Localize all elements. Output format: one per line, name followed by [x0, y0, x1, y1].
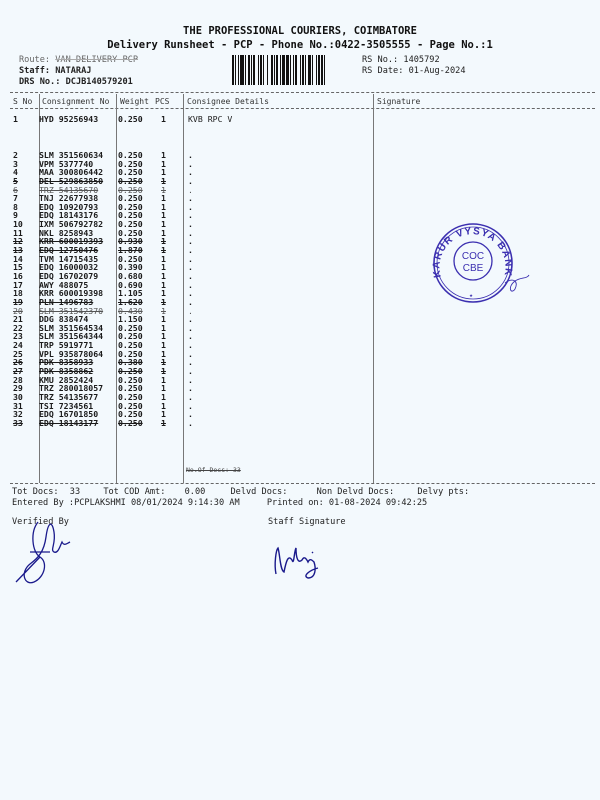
- row-pcs: 1: [161, 236, 166, 247]
- row-consignee-details: .: [188, 219, 193, 230]
- row-consignment-no: MAA 300806442: [39, 167, 104, 178]
- row-pcs: 1: [161, 383, 166, 394]
- row-weight: 0.250: [118, 227, 143, 238]
- rs-no-label: RS No.:: [362, 55, 399, 65]
- row-weight: 0.250: [118, 366, 143, 376]
- table-row: [0, 185, 600, 194]
- totals-line: [12, 487, 469, 497]
- row-weight: 0.250: [118, 340, 143, 351]
- staff-label: Staff:: [19, 66, 51, 76]
- non-delvd-docs-label: Non Delvd Docs:: [316, 487, 395, 497]
- row-pcs: 1: [161, 253, 166, 264]
- row-consignment-no: TRZ 54135670: [39, 184, 99, 195]
- row-consignment-no: PDK 8358933: [39, 357, 94, 368]
- row-sno: 25: [13, 348, 23, 359]
- tot-cod-label: Tot COD Amt:: [103, 487, 166, 497]
- staff-value: NATARAJ: [55, 66, 92, 76]
- row-consignment-no: HYD 95256943: [39, 114, 99, 124]
- no-of-docs: No.Of Docs: 33: [186, 466, 241, 474]
- table-header-rule: [10, 108, 595, 109]
- table-top-rule: [10, 92, 595, 93]
- row-weight: 0.250: [118, 409, 143, 420]
- row-weight: 0.250: [118, 219, 143, 230]
- table-row: [0, 383, 600, 392]
- row-pcs: 1: [161, 270, 166, 281]
- row-sno: 7: [13, 193, 18, 204]
- row-sno: 10: [13, 219, 23, 230]
- row-consignment-no: TVM 14715435: [39, 253, 99, 264]
- row-consignment-no: DDG 838474: [39, 314, 89, 325]
- row-consignment-no: VPM 5377740: [39, 158, 94, 169]
- row-sno: 31: [13, 400, 23, 411]
- row-consignee-details: .: [188, 400, 193, 411]
- row-sno: 14: [13, 253, 23, 264]
- row-weight: 0.250: [118, 374, 143, 385]
- row-consignment-no: PDK 8358862: [39, 366, 94, 376]
- row-pcs: 1: [161, 409, 166, 420]
- row-consignment-no: TRZ 280018057: [39, 383, 104, 394]
- row-weight: 0.250: [118, 348, 143, 359]
- row-pcs: 1: [161, 114, 166, 124]
- row-weight: 0.250: [118, 193, 143, 204]
- row-weight: 0.250: [118, 400, 143, 411]
- table-header: [0, 97, 600, 106]
- row-weight: 1.105: [118, 288, 143, 299]
- col-header-weight: Weight: [120, 97, 149, 106]
- row-consignee-details: .: [188, 270, 193, 281]
- table-row: [0, 167, 600, 176]
- row-sno: 29: [13, 383, 23, 394]
- row-consignee-details: .: [188, 348, 193, 359]
- row-consignment-no: EDQ 16000032: [39, 262, 99, 273]
- row-consignment-no: EDQ 18143177: [39, 417, 99, 428]
- table-row: [0, 340, 600, 349]
- row-consignee-details: .: [188, 288, 193, 299]
- row-consignment-no: SLM 351542370: [39, 305, 104, 316]
- row-sno: 23: [13, 331, 23, 342]
- staff-line: [19, 66, 91, 76]
- row-pcs: 1: [161, 158, 166, 169]
- row-sno: 6: [13, 184, 18, 195]
- entered-by: Entered By :PCPLAKSHMI 08/01/2024 9:14:30 AM: [12, 498, 240, 508]
- table-row: [0, 366, 600, 375]
- row-sno: 15: [13, 262, 23, 273]
- row-weight: 1.150: [118, 314, 143, 325]
- row-consignee-details: .: [188, 305, 193, 316]
- row-consignment-no: TSI 7234561: [39, 400, 94, 411]
- row-consignee-details: .: [188, 210, 193, 221]
- row-pcs: 1: [161, 296, 166, 307]
- row-sno: 17: [13, 279, 23, 290]
- row-sno: 20: [13, 305, 23, 316]
- row-consignee-details: .: [188, 167, 193, 178]
- row-consignee-details: .: [188, 253, 193, 264]
- row-pcs: 1: [161, 175, 166, 186]
- drs-value: DCJB140579201: [65, 77, 133, 87]
- stamp-outer-text: KARUR VYSYA BANK: [431, 226, 514, 279]
- row-sno: 18: [13, 288, 23, 299]
- table-row: [0, 357, 600, 366]
- route-value: VAN DELIVERY PCP: [55, 55, 139, 65]
- runsheet-subtitle: Delivery Runsheet - PCP - Phone No.:0422-3505555 - Page No.:1: [107, 39, 493, 51]
- row-pcs: 1: [161, 340, 166, 351]
- col-header-consignee: Consignee Details: [187, 97, 269, 106]
- table-row: [0, 193, 600, 202]
- row-pcs: 1: [161, 262, 166, 273]
- row-pcs: 1: [161, 374, 166, 385]
- row-sno: 19: [13, 296, 23, 307]
- row-consignee-details: .: [188, 322, 193, 333]
- row-consignment-no: EDQ 12750476: [39, 245, 99, 256]
- row-weight: 0.680: [118, 270, 143, 281]
- col-header-pcs: PCS: [155, 97, 170, 106]
- row-pcs: 1: [161, 201, 166, 212]
- row-weight: 0.250: [118, 150, 143, 160]
- table-row: [0, 418, 600, 427]
- row-sno: 5: [13, 175, 18, 186]
- col-header-sno: S No: [13, 97, 33, 106]
- row-pcs: 1: [161, 184, 166, 195]
- row-consignment-no: EDQ 10920793: [39, 201, 99, 212]
- row-weight: 0.250: [118, 210, 143, 221]
- row-weight: 0.390: [118, 262, 143, 273]
- row-weight: 0.250: [118, 417, 143, 428]
- drs-label: DRS No.:: [19, 77, 61, 87]
- row-sno: 21: [13, 314, 23, 325]
- row-pcs: 1: [161, 219, 166, 230]
- row-pcs: 1: [161, 305, 166, 316]
- row-consignment-no: KRR 600019393: [39, 236, 104, 247]
- table-row: [0, 202, 600, 211]
- row-weight: 0.250: [118, 331, 143, 342]
- stamp-star-icon: ★: [469, 292, 473, 299]
- row-consignee-details: .: [188, 409, 193, 420]
- row-consignment-no: KMU 2852424: [39, 374, 94, 385]
- row-consignee-details: .: [188, 340, 193, 351]
- row-weight: 0.250: [118, 158, 143, 169]
- row-pcs: 1: [161, 245, 166, 256]
- row-weight: 0.250: [118, 391, 143, 402]
- row-consignee-details: .: [188, 314, 193, 325]
- table-row: [0, 150, 600, 159]
- row-sno: 33: [13, 417, 23, 428]
- row-consignment-no: EDQ 16701850: [39, 409, 99, 420]
- row-sno: 9: [13, 210, 18, 221]
- row-weight: 0.430: [118, 305, 143, 316]
- staff-signature: [270, 542, 330, 582]
- rs-no-value: 1405792: [403, 55, 440, 65]
- printed-on: Printed on: 01-08-2024 09:42:25: [266, 498, 428, 508]
- row-weight: 1.620: [118, 296, 143, 307]
- row-weight: 0.930: [118, 236, 143, 247]
- row-consignee-details: .: [188, 331, 193, 342]
- delvd-docs-label: Delvd Docs:: [230, 487, 288, 497]
- row-consignment-no: KRR 600019398: [39, 288, 104, 299]
- row-weight: 1.870: [118, 245, 143, 256]
- row-weight: 0.250: [118, 322, 143, 333]
- bank-stamp: [423, 215, 533, 305]
- row-pcs: 1: [161, 400, 166, 411]
- company-title: THE PROFESSIONAL COURIERS, COIMBATORE: [183, 25, 417, 37]
- row-consignee-details: .: [188, 158, 193, 169]
- row-pcs: 1: [161, 348, 166, 359]
- row-pcs: 1: [161, 167, 166, 178]
- row-consignee-details: .: [188, 184, 193, 195]
- row-weight: 0.250: [118, 201, 143, 212]
- row-weight: 0.250: [118, 114, 143, 124]
- col-header-consignment: Consignment No: [42, 97, 110, 106]
- row-consignee-details: .: [188, 383, 193, 394]
- row-sno: 30: [13, 391, 23, 402]
- stamp-line1: COC: [461, 251, 485, 262]
- row-consignment-no: VPL 935878064: [39, 348, 104, 359]
- row-weight: 0.250: [118, 383, 143, 394]
- row-sno: 12: [13, 236, 23, 247]
- row-consignee-details: .: [188, 374, 193, 385]
- table-row: [0, 392, 600, 401]
- row-sno: 32: [13, 409, 23, 420]
- row-consignment-no: SLM 351560634: [39, 150, 104, 160]
- row-sno: 4: [13, 167, 18, 178]
- row-consignee-details: .: [188, 175, 193, 186]
- row-sno: 8: [13, 201, 18, 212]
- verifier-signature: [10, 512, 80, 587]
- row-pcs: 1: [161, 331, 166, 342]
- row-consignment-no: DEL 529863850: [39, 175, 104, 186]
- row-pcs: 1: [161, 288, 166, 299]
- table-row: [0, 306, 600, 315]
- col-header-signature: Signature: [377, 97, 421, 106]
- delvy-pts-label: Delvy pts:: [417, 487, 470, 497]
- row-sno: 2: [13, 150, 18, 160]
- row-consignee-details: .: [188, 357, 193, 368]
- table-row: [0, 401, 600, 410]
- row-consignee-details: .: [188, 227, 193, 238]
- table-row: [0, 176, 600, 185]
- row-sno: 24: [13, 340, 23, 351]
- row-consignee-details: .: [188, 366, 193, 376]
- table-row: [0, 331, 600, 340]
- row-consignee-details: .: [188, 262, 193, 273]
- row-consignee-details: .: [188, 245, 193, 256]
- row-pcs: 1: [161, 210, 166, 221]
- table-row: [0, 409, 600, 418]
- row-pcs: 1: [161, 357, 166, 368]
- rs-date-value: 01-Aug-2024: [408, 66, 466, 76]
- row-consignee-details: .: [188, 417, 193, 428]
- row-weight: 0.690: [118, 279, 143, 290]
- table-row: [0, 349, 600, 358]
- row-consignee-details: .: [188, 279, 193, 290]
- row-consignment-no: TRZ 54135677: [39, 391, 99, 402]
- row-pcs: 1: [161, 279, 166, 290]
- rs-date-label: RS Date:: [362, 66, 404, 76]
- rs-date-line: [362, 66, 466, 76]
- barcode: [232, 55, 359, 85]
- row-consignment-no: SLM 351564344: [39, 331, 104, 342]
- row-pcs: 1: [161, 417, 166, 428]
- row-consignment-no: TRP 5919771: [39, 340, 94, 351]
- row-consignment-no: IXM 506792782: [39, 219, 104, 230]
- row-pcs: 1: [161, 314, 166, 325]
- row-sno: 13: [13, 245, 23, 256]
- row-pcs: 1: [161, 150, 166, 160]
- row-pcs: 1: [161, 193, 166, 204]
- stamp-line2: CBE: [462, 263, 484, 274]
- row-consignee-details: .: [188, 150, 193, 160]
- row-consignee-details: .: [188, 296, 193, 307]
- row-consignment-no: NKL 8258943: [39, 227, 94, 238]
- barcode-bar: [325, 55, 327, 85]
- row-sno: 3: [13, 158, 18, 169]
- row-pcs: 1: [161, 322, 166, 333]
- row-consignee-details: .: [188, 193, 193, 204]
- table-row: [0, 114, 600, 123]
- table-bottom-rule: [10, 483, 595, 484]
- row-pcs: 1: [161, 227, 166, 238]
- row-weight: 0.250: [118, 175, 143, 186]
- table-row: [0, 159, 600, 168]
- table-row: [0, 375, 600, 384]
- row-consignee-details: KVB RPC V: [188, 114, 233, 124]
- row-weight: 0.250: [118, 167, 143, 178]
- verified-by-label: Verified By: [12, 517, 69, 527]
- row-consignee-details: .: [188, 236, 193, 247]
- tot-cod-value: 0.00: [184, 487, 206, 497]
- row-weight: 0.380: [118, 357, 143, 368]
- tot-docs-label: Tot Docs:: [12, 487, 59, 497]
- row-sno: 16: [13, 270, 23, 281]
- row-weight: 0.250: [118, 184, 143, 195]
- staff-signature-label: Staff Signature: [268, 517, 346, 527]
- row-consignment-no: EDQ 18143176: [39, 210, 99, 221]
- route-label: Route:: [19, 55, 51, 65]
- row-consignee-details: .: [188, 391, 193, 402]
- table-row: [0, 314, 600, 323]
- row-sno: 26: [13, 357, 23, 368]
- row-pcs: 1: [161, 391, 166, 402]
- row-consignment-no: AWY 488075: [39, 279, 89, 290]
- row-sno: 11: [13, 227, 23, 238]
- row-consignment-no: PLN 1496783: [39, 296, 94, 307]
- rs-no-line: [362, 55, 440, 65]
- row-consignment-no: EDQ 16702079: [39, 270, 99, 281]
- row-sno: 27: [13, 366, 23, 376]
- row-consignee-details: .: [188, 201, 193, 212]
- entry-line: [12, 498, 427, 508]
- row-sno: 1: [13, 114, 18, 124]
- row-sno: 22: [13, 322, 23, 333]
- drs-line: [19, 77, 133, 87]
- row-consignment-no: SLM 351564534: [39, 322, 104, 333]
- table-row: [0, 323, 600, 332]
- row-consignment-no: TNJ 22677938: [39, 193, 99, 204]
- route-line: [19, 55, 138, 65]
- row-pcs: 1: [161, 366, 166, 376]
- row-sno: 28: [13, 374, 23, 385]
- row-weight: 0.250: [118, 253, 143, 264]
- tot-docs-value: 33: [69, 487, 81, 497]
